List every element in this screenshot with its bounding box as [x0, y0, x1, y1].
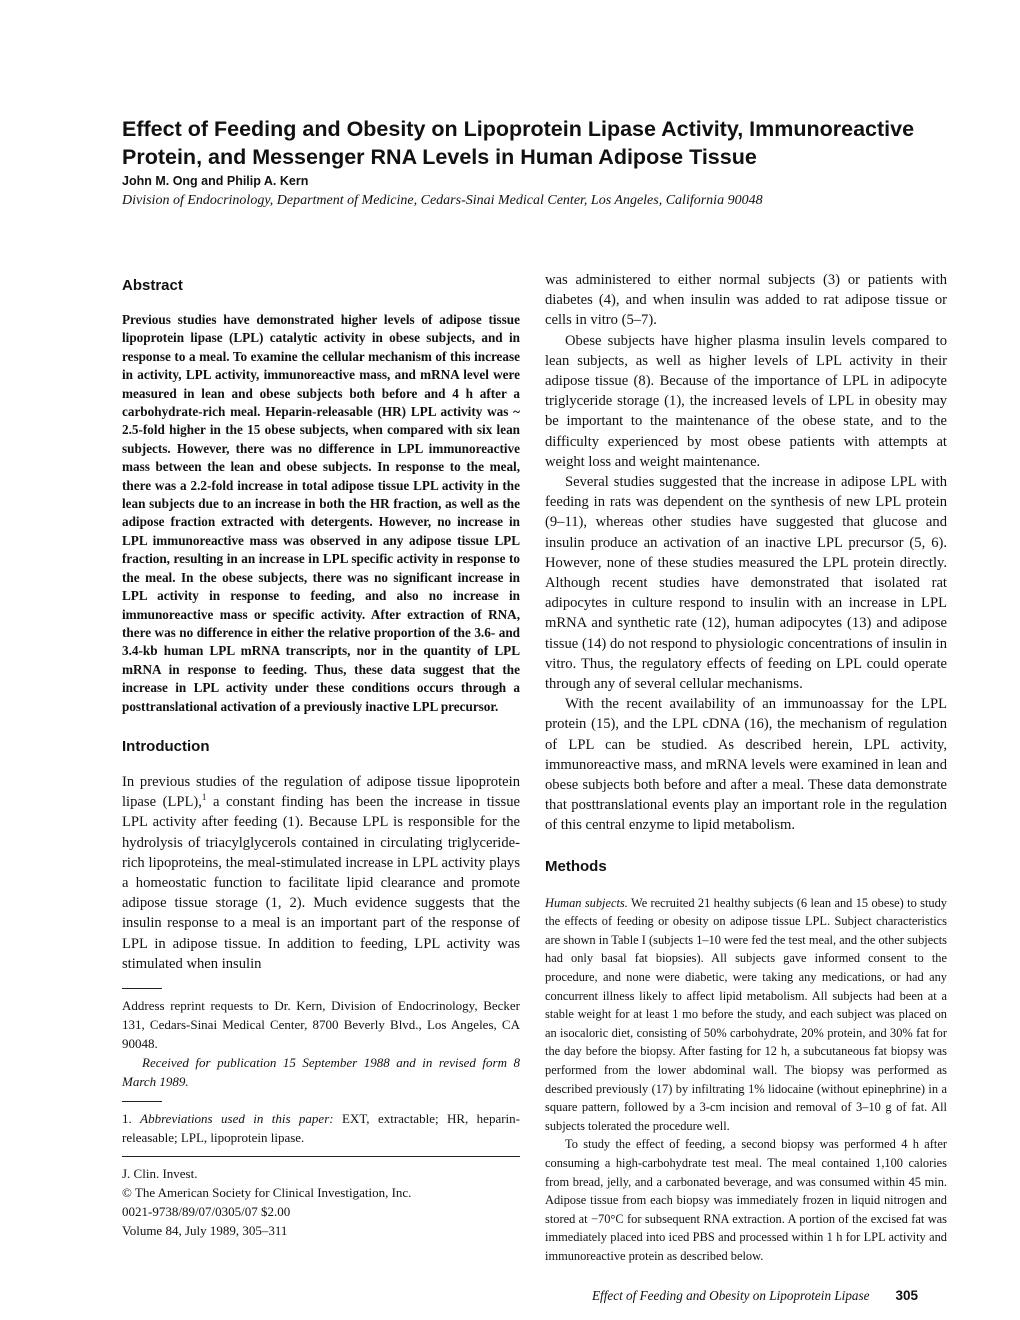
introduction-paragraph [122, 772, 520, 974]
title-line-2: Protein, and Messenger RNA Levels in Human Adipose Tissue [122, 145, 757, 169]
right-column [545, 270, 947, 1266]
introduction-heading: Introduction [122, 737, 210, 755]
intro-text-part2: a constant finding has been the increase in tissue LPL activity after feeding (1). Because LPL is responsible for the hydrolysis of triacylglycerols contained in circulating triglyceride-rich lipoproteins, the meal-stimulated increase in LPL activity plays a homeostatic function to facilitate lipid clearance and promote adipose tissue storage (1, 2). Much evidence suggests that the insulin response to a meal is an important part of the response of LPL in adipose tissue. In addition to feeding, LPL activity was stimulated when insulin [122, 794, 520, 972]
abbreviations-footnote [122, 1109, 520, 1147]
obese-paragraph: Obese subjects have higher plasma insulin levels compared to lean subjects, as well as higher levels of LPL activity in their adipose tissue (8). Because of the importance of LPL in adipocyte triglyceride storage (1), the increased levels of LPL in obesity may be important to the maintenance of the obese state, and to the difficulty experienced by most obese patients with attempts at weight loss and weight maintenance. [545, 332, 947, 470]
methods-heading: Methods [545, 857, 607, 875]
abstract-heading: Abstract [122, 277, 183, 294]
journal-info [122, 1164, 520, 1240]
reprint-note: Address reprint requests to Dr. Kern, Division of Endocrinology, Becker 131, Cedars-Sinai Medical Center, 8700 Beverly Blvd., Los Angeles, CA 90048. [122, 997, 520, 1051]
recent-availability-paragraph: With the recent availability of an immunoassay for the LPL protein (15), and the LPL cDNA (16), the mechanism of regulation of LPL can be studied. As described herein, LPL activity, immunoreactive mass, and mRNA levels were examined in lean and obese subjects both before and after a meal. These data demonstrate that posttranslational events play an important role in the regulation of this central enzyme to lipid metabolism. [545, 696, 947, 834]
journal-issn: 0021-9738/89/07/0305/07 $2.00 [122, 1203, 291, 1219]
page-number: 305 [895, 1288, 919, 1303]
human-subjects-text: We recruited 21 healthy subjects (6 lean and 15 obese) to study the effects of feeding or obesity on adipose tissue LPL. Subject characteristics are shown in Table I (subjects 1–10 were fed the test meal, and the other subjects had only basal fat biopsies). All subjects gave informed consent to the procedure, and none were diabetic, were taking any medications, or had any concurrent illness likely to affect lipid metabolism. All subjects had been at a stable weight for at least 1 mo before the study, and each subject was placed on an isocaloric diet, consisting of 50% carbohydrate, 20% protein, and 30% fat for the day before the biopsy. After fasting for 12 h, a subcutaneous fat biopsy was performed from the lower abdominal wall. The biopsy was performed as described previously (17) by infiltrating 1% lidocaine (without epinephrine) in a square pattern, followed by a 3-cm incision and removal of 3–10 g of fat. All subjects tolerated the procedure well. [545, 895, 947, 1133]
several-studies-paragraph: Several studies suggested that the increase in adipose LPL with feeding in rats was dependent on the synthesis of new LPL protein (9–11), whereas other studies have suggested that glucose and insulin produce an activation of an inactive LPL precursor (5, 6). However, none of these studies measured the LPL protein directly. Although recent studies have demonstrated that isolated rat adipocytes in culture respond to insulin with an increase in LPL mRNA and synthetic rate (12), human adipocytes (13) and adipose tissue (14) do not respond to physiologic concentrations of insulin in vitro. Thus, the regulatory effects of feeding on LPL could operate through any of several cellular mechanisms. [545, 474, 947, 693]
running-title: Effect of Feeding and Obesity on Lipoprotein Lipase [592, 1288, 870, 1303]
abbreviations-label: Abbreviations used in this paper: [140, 1110, 334, 1126]
abbreviations-text: EXT, extractable; HR, heparin-releasable; LPL, lipoprotein lipase. [122, 1110, 520, 1145]
abstract-text: Previous studies have demonstrated higher levels of adipose tissue lipoprotein lipase (LPL) catalytic activity in obese subjects, and in response to a meal. To examine the cellular mechanism of this increase in activity, LPL activity, immunoreactive mass, and mRNA level were measured in lean and obese subjects both before and 4 h after a carbohydrate-rich meal. Heparin-releasable (HR) LPL activity was ~ 2.5-fold higher in the 15 obese subjects, when compared with six lean subjects. However, there was no difference in LPL immunoreactive mass between the lean and obese subjects. In response to the meal, there was a 2.2-fold increase in total adipose tissue LPL activity in the lean subjects due to an increase in both the HR fraction, as well as the adipose fraction extracted with detergents. However, no increase in LPL immunoreactive mass was observed in any adipose tissue LPL fraction, resulting in an increase in LPL specific activity in response to the meal. In the obese subjects, there was no significant increase in LPL activity in response to feeding, and also no increase in immunoreactive mass or specific activity. After extraction of RNA, there was no difference in either the relative proportion of the 3.6- and 3.4-kb human LPL mRNA transcripts, nor in the quantity of LPL mRNA in response to feeding. Thus, these data suggest that the increase in LPL activity under these conditions occurs through a posttranslational activation of a previously inactive LPL precursor. [122, 312, 520, 714]
journal-rule [122, 1156, 520, 1157]
journal-volume: Volume 84, July 1989, 305–311 [122, 1222, 288, 1238]
received-note: Received for publication 15 September 1988 and in revised form 8 March 1989. [122, 1054, 520, 1089]
authors: John M. Ong and Philip A. Kern [122, 174, 309, 188]
footnote-number: 1. [122, 1110, 141, 1126]
affiliation: Division of Endocrinology, Department of Medicine, Cedars-Sinai Medical Center, Los Angeles, California 90048 [122, 193, 763, 208]
feeding-effect-paragraph: To study the effect of feeding, a second biopsy was performed 4 h after consuming a high-carbohydrate test meal. The meal contained 1,100 calories from bread, jelly, and a carbonated beverage, and was consumed within 45 min. Adipose tissue from each biopsy was immediately frozen in liquid nitrogen and stored at −70°C for subsequent RNA extraction. A portion of the excised fat was immediately placed into iced PBS and processed within 1 h for LPL activity and immunoreactive protein as described below. [545, 1137, 947, 1263]
journal-name: J. Clin. Invest. [122, 1165, 198, 1181]
article-title [122, 115, 922, 171]
human-subjects-subheading: Human subjects. [545, 895, 628, 910]
page-footer [592, 1287, 952, 1305]
title-line-1: Effect of Feeding and Obesity on Lipoprotein Lipase Activity, Immunoreactive [122, 117, 915, 141]
intro-text-part1: In previous studies of the regulation of adipose tissue lipoprotein lipase (LPL), [122, 773, 520, 811]
left-column [122, 270, 520, 1240]
human-subjects-paragraph [545, 894, 947, 1136]
footnote-rule-2 [122, 1101, 162, 1102]
journal-copyright: © The American Society for Clinical Investigation, Inc. [122, 1184, 412, 1200]
footnote-rule [122, 988, 162, 989]
footnote-ref-1: 1 [201, 792, 207, 803]
intro-continued-paragraph: was administered to either normal subjects (3) or patients with diabetes (4), and when insulin was added to rat adipose tissue or cells in vitro (5–7). [545, 272, 947, 329]
